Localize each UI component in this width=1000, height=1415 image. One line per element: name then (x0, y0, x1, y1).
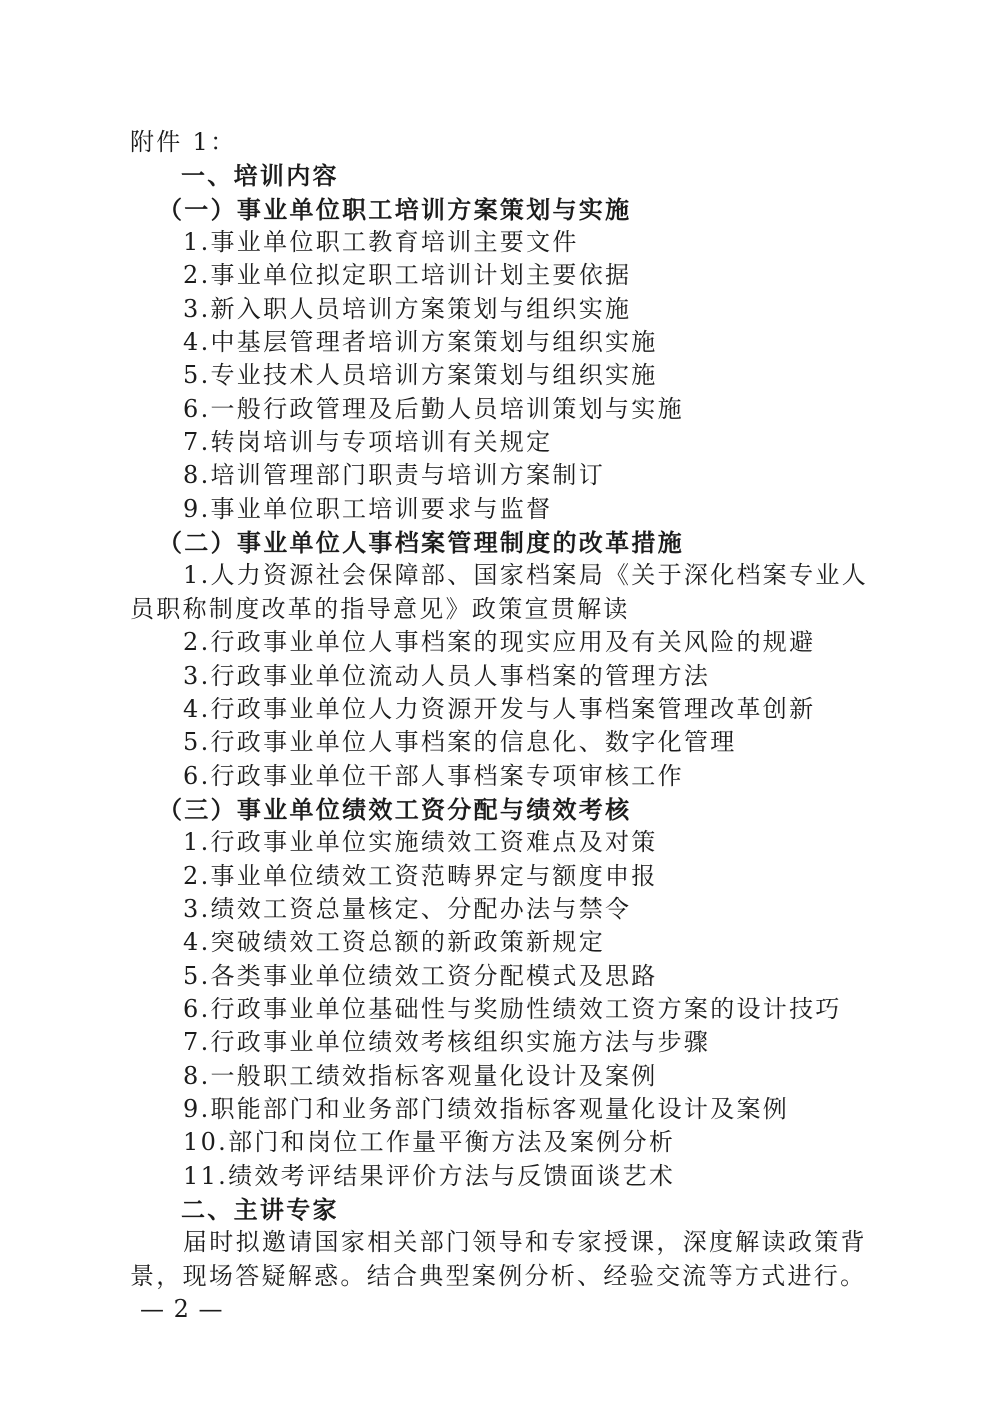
list-item: 8.一般职工绩效指标客观量化设计及案例 (183, 1061, 658, 1090)
list-item: 1.行政事业单位实施绩效工资难点及对策 (183, 828, 658, 857)
list-item: 6.行政事业单位干部人事档案专项审核工作 (183, 761, 684, 790)
subsection-heading-performance-pay: （三）事业单位绩效工资分配与绩效考核 (158, 794, 632, 824)
subsection-heading-training-plan: （一）事业单位职工培训方案策划与实施 (158, 194, 632, 224)
list-item: 7.行政事业单位绩效考核组织实施方法与步骤 (183, 1028, 711, 1057)
list-item: 5.各类事业单位绩效工资分配模式及思路 (183, 961, 658, 990)
list-item: 7.转岗培训与专项培训有关规定 (183, 428, 553, 457)
paragraph-line: 届时拟邀请国家相关部门领导和专家授课，深度解读政策背 (183, 1228, 867, 1257)
list-item: 2.行政事业单位人事档案的现实应用及有关风险的规避 (183, 628, 816, 657)
list-item: 11.绩效考评结果评价方法与反馈面谈艺术 (183, 1161, 676, 1190)
list-item: 9.职能部门和业务部门绩效指标客观量化设计及案例 (183, 1094, 790, 1123)
list-item: 3.新入职人员培训方案策划与组织实施 (183, 294, 632, 323)
list-item: 9.事业单位职工培训要求与监督 (183, 494, 553, 523)
section-heading-lecturers: 二、主讲专家 (181, 1195, 339, 1224)
list-item: 10.部门和岗位工作量平衡方法及案例分析 (183, 1128, 676, 1157)
attachment-label: 附件 1： (130, 128, 237, 156)
list-item: 1.事业单位职工教育培训主要文件 (183, 228, 579, 257)
list-item-continuation: 员职称制度改革的指导意见》政策宣贯解读 (130, 594, 630, 623)
list-item: 1.人力资源社会保障部、国家档案局《关于深化档案专业人 (183, 561, 868, 590)
subsection-heading-archive-reform: （二）事业单位人事档案管理制度的改革措施 (158, 528, 684, 558)
document-page (0, 126, 1000, 1326)
list-item: 4.行政事业单位人力资源开发与人事档案管理改革创新 (183, 694, 816, 723)
list-item: 3.绩效工资总量核定、分配办法与禁令 (183, 894, 632, 923)
list-item: 4.中基层管理者培训方案策划与组织实施 (183, 328, 658, 357)
list-item: 8.培训管理部门职责与培训方案制订 (183, 461, 605, 490)
list-item: 4.突破绩效工资总额的新政策新规定 (183, 928, 605, 957)
section-heading-training-content: 一、培训内容 (181, 161, 339, 191)
list-item: 5.专业技术人员培训方案策划与组织实施 (183, 361, 658, 390)
list-item: 6.一般行政管理及后勤人员培训策划与实施 (183, 394, 684, 423)
list-item: 6.行政事业单位基础性与奖励性绩效工资方案的设计技巧 (183, 994, 842, 1023)
list-item: 3.行政事业单位流动人员人事档案的管理方法 (183, 661, 711, 690)
list-item: 2.事业单位绩效工资范畴界定与额度申报 (183, 861, 658, 890)
list-item: 5.行政事业单位人事档案的信息化、数字化管理 (183, 728, 737, 757)
paragraph-line: 景，现场答疑解惑。结合典型案例分析、经验交流等方式进行。 (130, 1261, 867, 1290)
page-number: — 2 — (140, 1295, 224, 1324)
list-item: 2.事业单位拟定职工培训计划主要依据 (183, 261, 632, 290)
